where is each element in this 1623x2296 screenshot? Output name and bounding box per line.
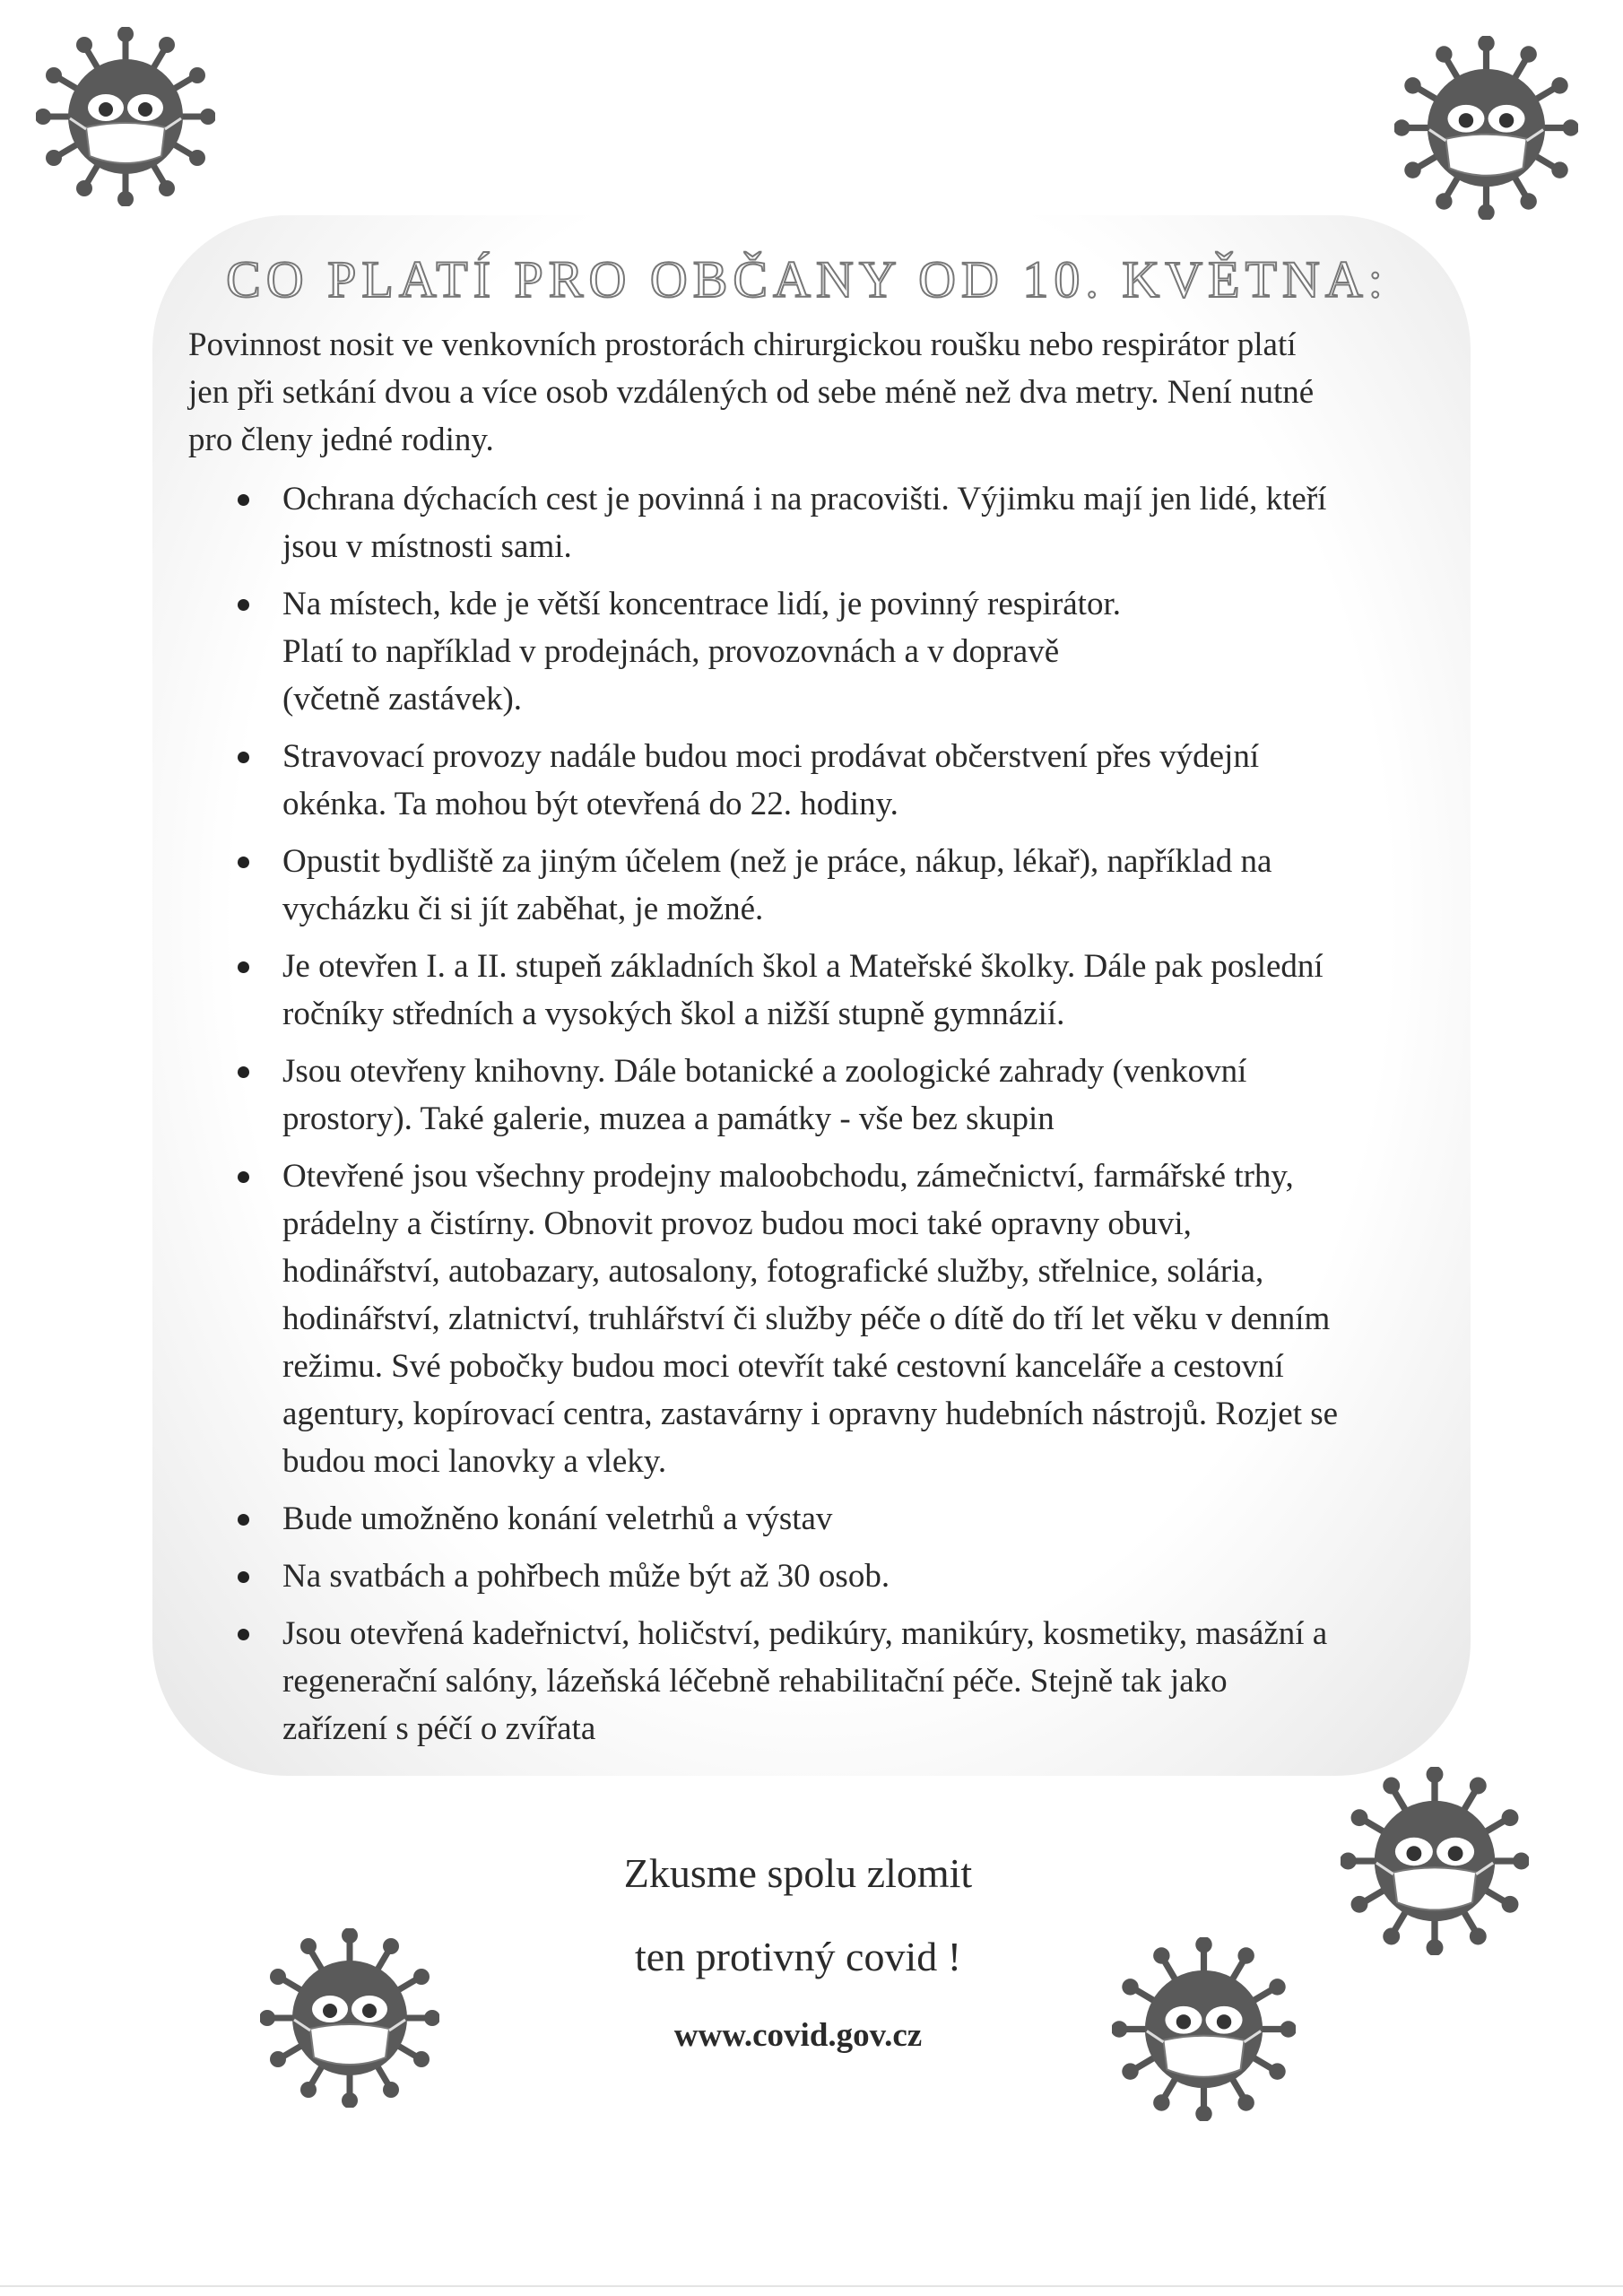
rule-line: Je otevřen I. a II. stupeň základních škol a Mateřské školky. Dále pak poslední	[282, 948, 1324, 985]
rule-line: Na místech, kde je větší koncentrace lidí, je povinný respirátor.	[282, 586, 1121, 622]
intro-line: Povinnost nosit ve venkovních prostorách chirurgickou roušku nebo respirátor platí	[188, 326, 1297, 363]
list-item	[238, 580, 1457, 723]
rule-line: prostory). Také galerie, muzea a památky - vše bez skupin	[282, 1100, 1055, 1137]
rule-line: Otevřené jsou všechny prodejny maloobchodu, zámečnictví, farmářské trhy,	[282, 1158, 1294, 1195]
bullet-icon	[238, 1066, 249, 1078]
list-item	[238, 1495, 1457, 1543]
rule-line: Jsou otevřená kadeřnictví, holičství, pedikúry, manikúry, kosmetiky, masážní a	[282, 1615, 1328, 1652]
rule-line: režimu. Své pobočky budou moci otevřít také cestovní kanceláře a cestovní	[282, 1348, 1284, 1385]
rule-line: hodinářství, zlatnictví, truhlářství či služby péče o dítě do tří let věku v denním	[282, 1300, 1331, 1337]
virus-mascot-icon	[1341, 1767, 1529, 1955]
virus-mascot-icon	[1112, 1937, 1296, 2121]
rule-line: ročníky středních a vysokých škol a nižší stupně gymnázií.	[282, 996, 1065, 1032]
list-item	[238, 1610, 1457, 1752]
list-item	[238, 733, 1457, 828]
bullet-icon	[238, 599, 249, 611]
rule-line: okénka. Ta mohou být otevřená do 22. hodiny.	[282, 786, 898, 822]
rule-line: jsou v místnosti sami.	[282, 528, 572, 565]
bullet-icon	[238, 1571, 249, 1583]
page-title: CO PLATÍ PRO OBČANY OD 10. KVĚTNA:	[226, 250, 1388, 309]
rule-line: prádelny a čistírny. Obnovit provoz budou moci také opravny obuvi,	[282, 1205, 1192, 1242]
intro-line: pro členy jedné rodiny.	[188, 422, 494, 458]
list-item	[238, 1552, 1457, 1600]
intro-paragraph	[188, 321, 1453, 464]
rule-line: Jsou otevřeny knihovny. Dále botanické a zoologické zahrady (venkovní	[282, 1053, 1247, 1090]
rule-line: vycházku či si jít zaběhat, je možné.	[282, 891, 764, 927]
list-item	[238, 475, 1457, 570]
bottom-divider	[0, 2285, 1623, 2287]
slogan-line: Zkusme spolu zlomit	[623, 1850, 973, 1896]
bullet-icon	[238, 494, 249, 506]
list-item	[238, 1048, 1457, 1143]
bullet-icon	[238, 857, 249, 868]
rule-line: zařízení s péčí o zvířata	[282, 1710, 596, 1747]
list-item	[238, 943, 1457, 1038]
rule-line: Na svatbách a pohřbech může být až 30 osob.	[282, 1558, 890, 1595]
website-link[interactable]: www.covid.gov.cz	[673, 2017, 923, 2054]
rule-line: Bude umožněno konání veletrhů a výstav	[282, 1500, 833, 1537]
bullet-icon	[238, 1629, 249, 1640]
rule-line: agentury, kopírovací centra, zastavárny i opravny hudebních nástrojů. Rozjet se	[282, 1396, 1339, 1432]
slogan-line: ten protivný covid !	[634, 1934, 962, 1979]
list-item	[238, 1152, 1457, 1485]
intro-line: jen při setkání dvou a více osob vzdálených od sebe méně než dva metry. Není nutné	[188, 374, 1315, 411]
list-item	[238, 838, 1457, 933]
rule-line: hodinářství, autobazary, autosalony, fotografické služby, střelnice, solária,	[282, 1253, 1264, 1290]
rule-line: Opustit bydliště za jiným účelem (než je práce, nákup, lékař), například na	[282, 843, 1272, 880]
rule-line: Platí to například v prodejnách, provozovnách a v dopravě	[282, 633, 1060, 670]
bullet-icon	[238, 961, 249, 973]
rule-line: regenerační salóny, lázeňská léčebně rehabilitační péče. Stejně tak jako	[282, 1663, 1228, 1700]
virus-mascot-icon	[260, 1928, 439, 2108]
rule-line: (včetně zastávek).	[282, 681, 523, 718]
bullet-icon	[238, 752, 249, 763]
rule-line: Stravovací provozy nadále budou moci prodávat občerstvení přes výdejní	[282, 738, 1260, 775]
rules-list	[238, 475, 1457, 1762]
rule-line: Ochrana dýchacích cest je povinná i na pracovišti. Výjimku mají jen lidé, kteří	[282, 481, 1327, 517]
rule-line: budou moci lanovky a vleky.	[282, 1443, 667, 1480]
virus-mascot-icon	[36, 27, 215, 206]
bullet-icon	[238, 1514, 249, 1526]
bullet-icon	[238, 1171, 249, 1183]
virus-mascot-icon	[1394, 36, 1578, 220]
